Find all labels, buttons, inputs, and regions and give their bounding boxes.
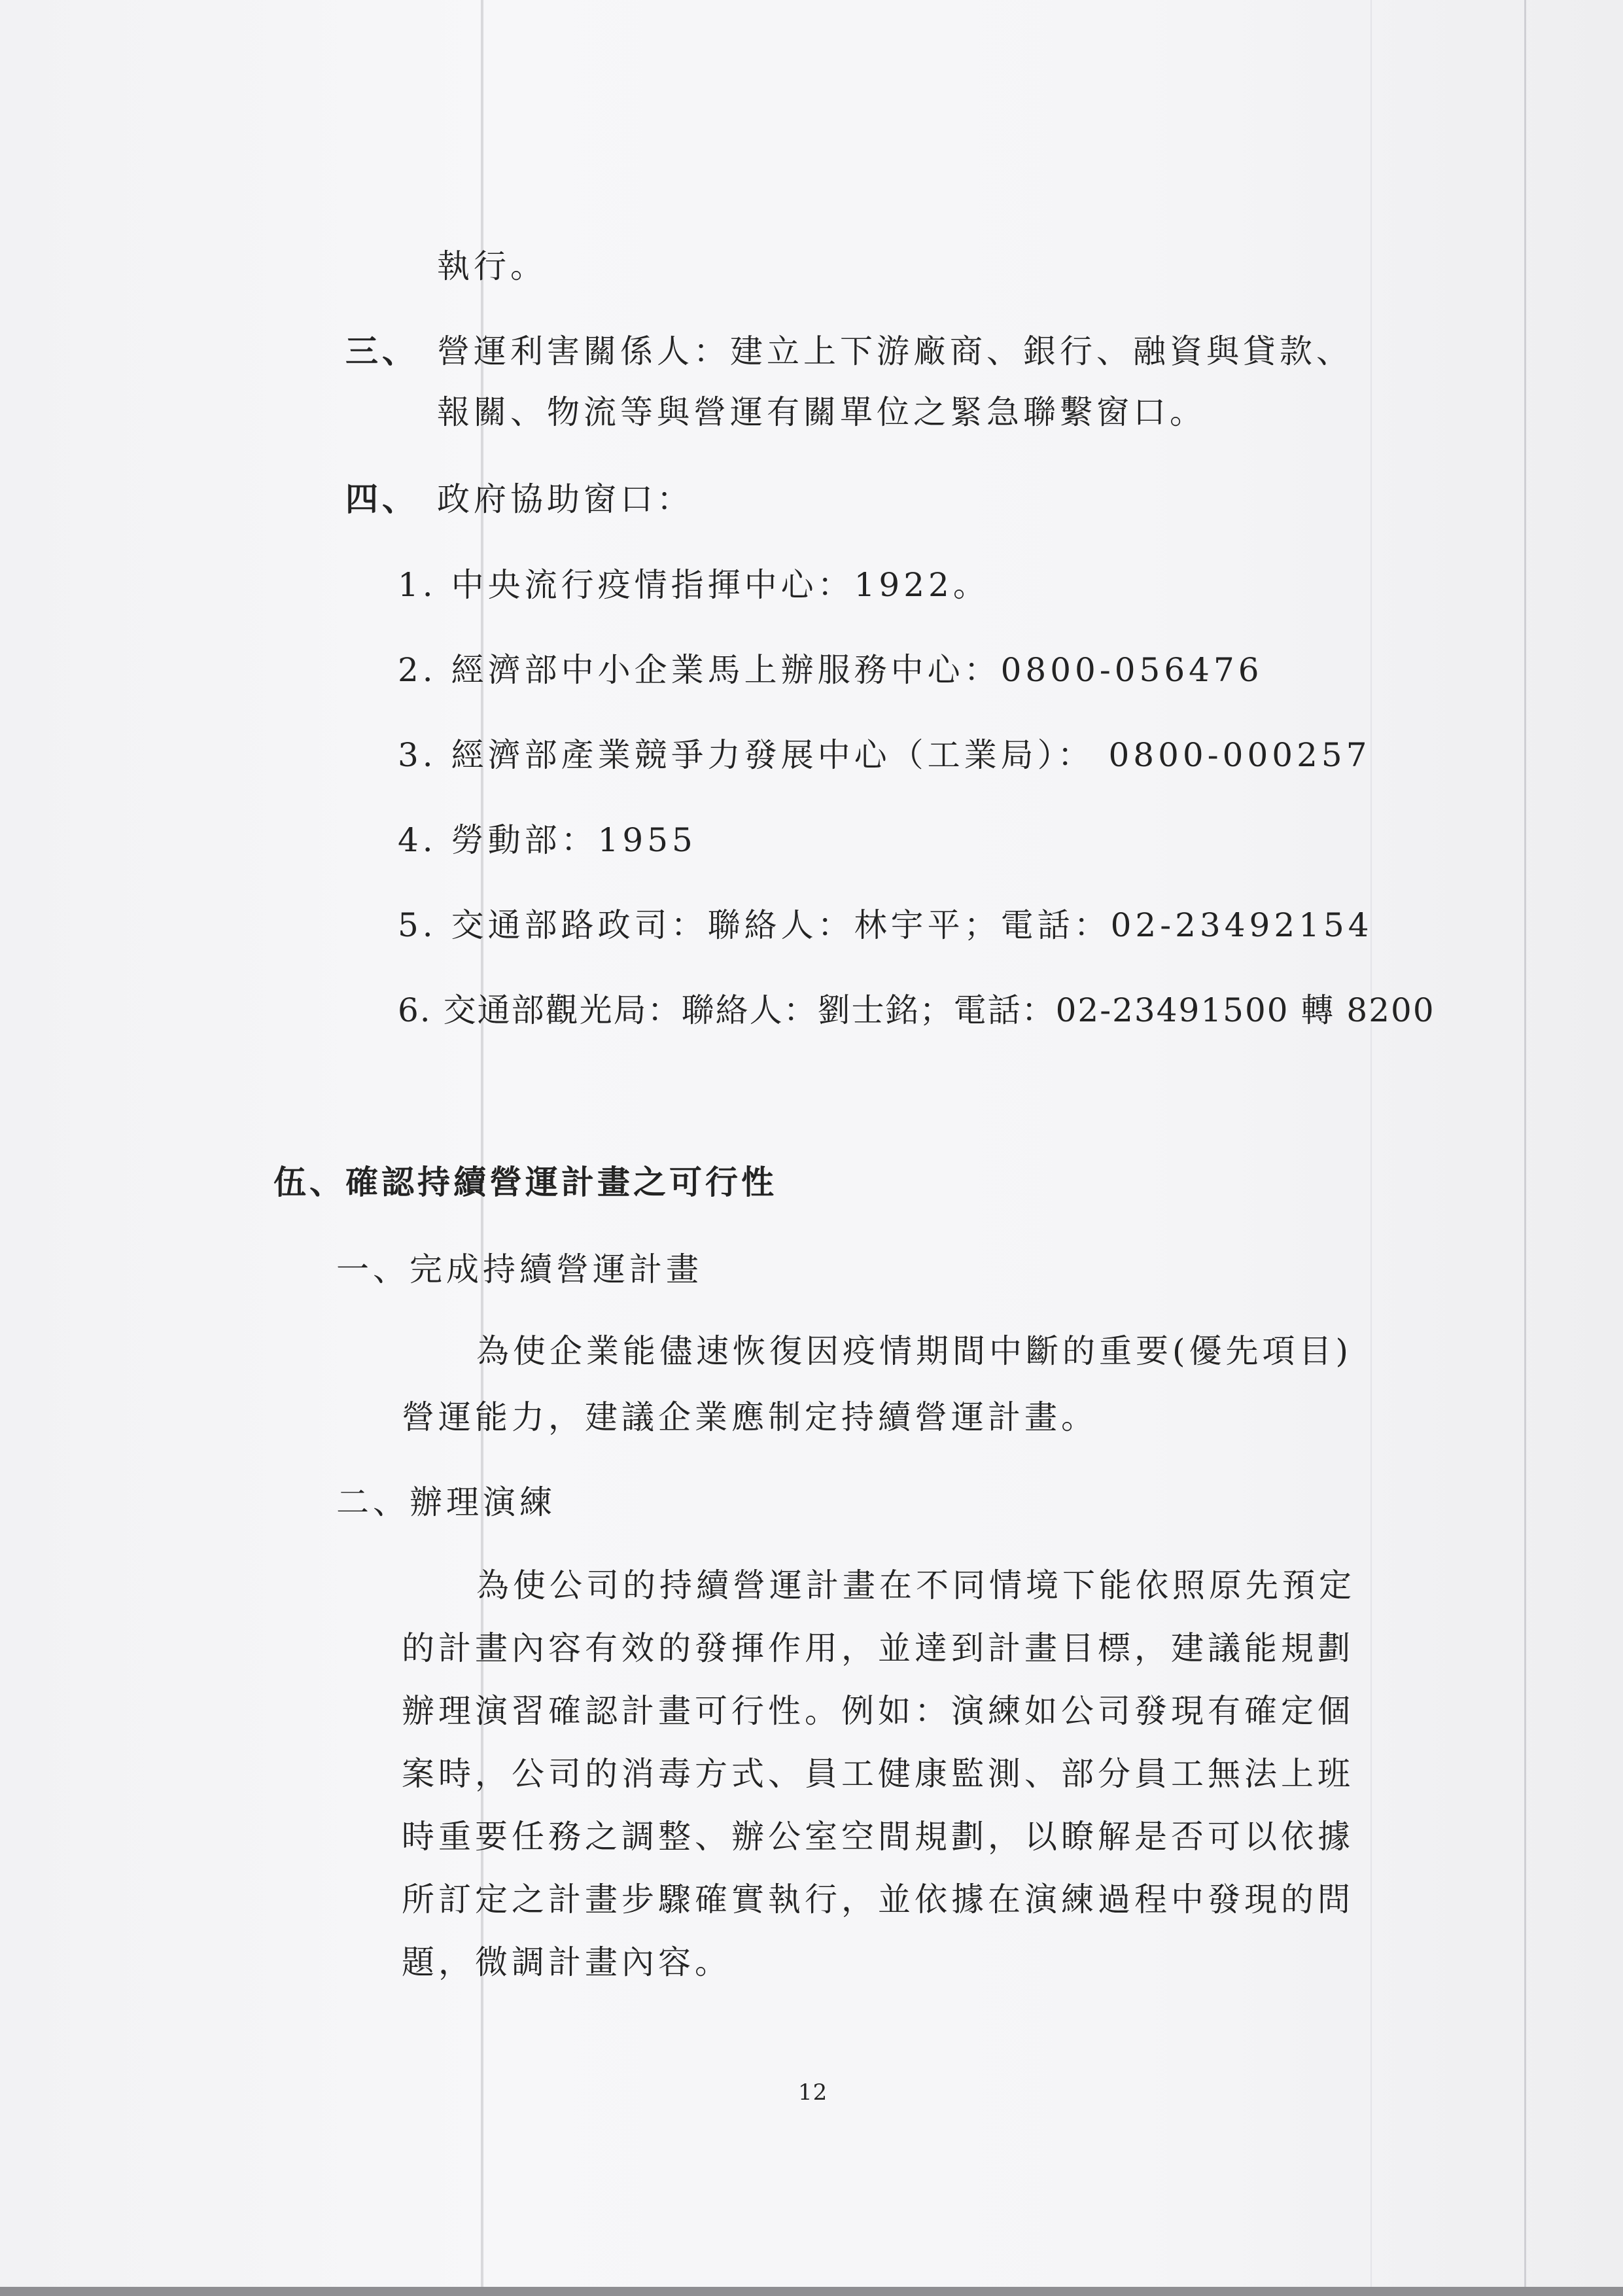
section-heading: 伍、確認持續營運計畫之可行性 bbox=[273, 1163, 777, 1201]
subsection-heading: 一、完成持續營運計畫 bbox=[336, 1250, 703, 1288]
paragraph-line: 所訂定之計畫步驟確實執行，並依據在演練過程中發現的問 bbox=[402, 1881, 1354, 1918]
paragraph-line: 為使公司的持續營運計畫在不同情境下能依照原先預定 bbox=[476, 1566, 1355, 1604]
subsection-heading: 二、辦理演練 bbox=[336, 1483, 556, 1521]
page-number: 12 bbox=[798, 2079, 828, 2106]
list-item: 6. 交通部觀光局：聯絡人：劉士銘；電話：02-23491500 轉 8200 bbox=[398, 991, 1435, 1029]
paragraph-line: 的計畫內容有效的發揮作用，並達到計畫目標，建議能規劃 bbox=[402, 1629, 1354, 1667]
text-line: 報關、物流等與營運有關單位之緊急聯繫窗口。 bbox=[437, 393, 1206, 431]
list-item: 2. 經濟部中小企業馬上辦服務中心：0800-056476 bbox=[398, 651, 1263, 689]
list-marker: 四、 bbox=[345, 480, 419, 518]
text-line: 政府協助窗口： bbox=[437, 480, 693, 518]
list-item: 5. 交通部路政司：聯絡人：林宇平；電話：02-23492154 bbox=[398, 906, 1373, 944]
paragraph-line: 為使企業能儘速恢復因疫情期間中斷的重要(優先項目) bbox=[476, 1332, 1353, 1370]
list-item: 3. 經濟部產業競爭力發展中心（工業局）： 0800-000257 bbox=[398, 736, 1371, 774]
text-line: 執行。 bbox=[437, 247, 547, 285]
scan-artifact-line bbox=[1370, 0, 1372, 2296]
list-item: 4. 勞動部：1955 bbox=[398, 821, 697, 859]
scan-artifact-line bbox=[1524, 0, 1526, 2296]
list-item: 1. 中央流行疫情指揮中心：1922。 bbox=[398, 566, 990, 604]
paragraph-line: 時重要任務之調整、辦公室空間規劃，以瞭解是否可以依據 bbox=[402, 1818, 1354, 1856]
text-line: 營運利害關係人：建立上下游廠商、銀行、融資與貸款、 bbox=[437, 332, 1353, 370]
paragraph-line: 營運能力，建議企業應制定持續營運計畫。 bbox=[402, 1398, 1098, 1436]
paragraph-line: 題，微調計畫內容。 bbox=[402, 1943, 731, 1981]
scan-artifact-edge bbox=[0, 2287, 1623, 2296]
list-marker: 三、 bbox=[345, 332, 419, 370]
paragraph-line: 辦理演習確認計畫可行性。例如：演練如公司發現有確定個 bbox=[402, 1692, 1354, 1730]
paragraph-line: 案時，公司的消毒方式、員工健康監測、部分員工無法上班 bbox=[402, 1755, 1354, 1793]
